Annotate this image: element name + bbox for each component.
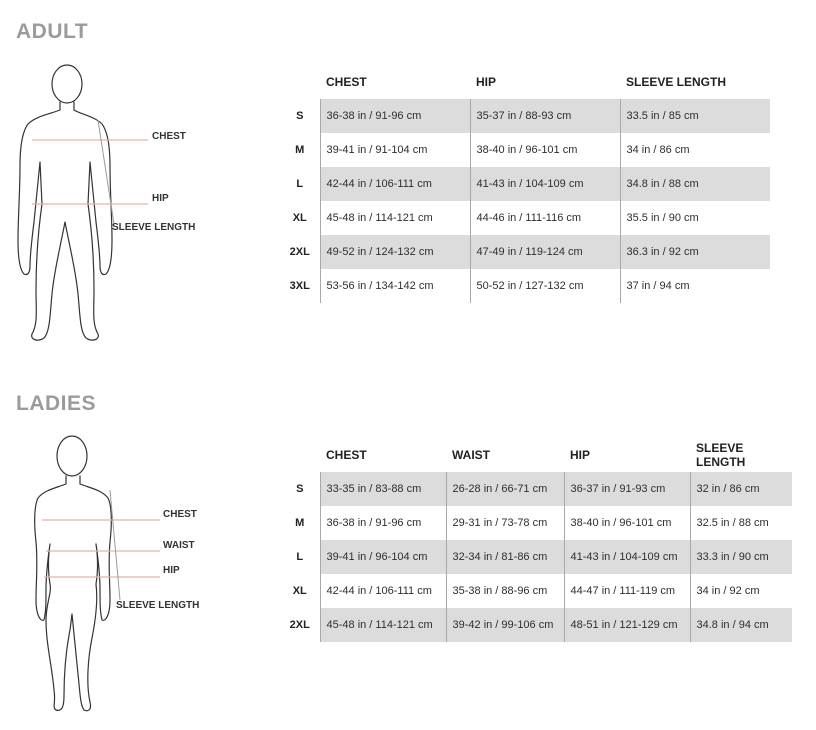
table-row: [280, 574, 792, 608]
hip-cell: 44-46 in / 111-116 cm: [470, 201, 620, 235]
waist-cell: 39-42 in / 99-106 cm: [446, 608, 564, 642]
table-row: [280, 167, 770, 201]
sleeve-cell: 34.8 in / 88 cm: [620, 167, 770, 201]
waist-cell: 26-28 in / 66-71 cm: [446, 472, 564, 506]
adult-sleeve-length-label: SLEEVE LENGTH: [112, 222, 196, 233]
waist-cell: 29-31 in / 73-78 cm: [446, 506, 564, 540]
size-label: 2XL: [289, 619, 310, 631]
chest-cell: 36-38 in / 91-96 cm: [320, 506, 446, 540]
table-row: [280, 608, 792, 642]
column-header-sleeve-length: SLEEVE LENGTH: [696, 441, 746, 469]
table-row: [280, 201, 770, 235]
size-label: L: [296, 178, 304, 190]
hip-cell: 50-52 in / 127-132 cm: [470, 269, 620, 303]
sleeve-cell: 34.8 in / 94 cm: [690, 608, 792, 642]
sleeve-cell: 33.3 in / 90 cm: [690, 540, 792, 574]
chest-cell: 33-35 in / 83-88 cm: [320, 472, 446, 506]
table-row: [280, 269, 770, 303]
hip-cell: 36-37 in / 91-93 cm: [564, 472, 690, 506]
size-label: S: [296, 483, 304, 495]
chest-cell: 45-48 in / 114-121 cm: [320, 201, 470, 235]
adult-section-title: ADULT: [16, 20, 89, 43]
table-header-row: [280, 65, 770, 99]
sleeve-cell: 32.5 in / 88 cm: [690, 506, 792, 540]
table-row: [280, 235, 770, 269]
size-label: 3XL: [289, 280, 310, 292]
sleeve-cell: 36.3 in / 92 cm: [620, 235, 770, 269]
hip-cell: 48-51 in / 121-129 cm: [564, 608, 690, 642]
column-header-waist: WAIST: [452, 448, 490, 462]
ladies-sleeve-length-label: SLEEVE LENGTH: [116, 600, 200, 611]
column-header-hip: HIP: [476, 75, 497, 89]
adult-chest-label: CHEST: [152, 131, 186, 142]
size-label: M: [295, 144, 305, 156]
table-header-row: [280, 438, 792, 472]
hip-cell: 41-43 in / 104-109 cm: [564, 540, 690, 574]
chest-cell: 42-44 in / 106-111 cm: [320, 167, 470, 201]
column-header-sleeve-length: SLEEVE LENGTH: [626, 75, 727, 89]
size-label: XL: [292, 212, 307, 224]
chest-cell: 45-48 in / 114-121 cm: [320, 608, 446, 642]
hip-cell: 38-40 in / 96-101 cm: [564, 506, 690, 540]
size-label: L: [296, 551, 304, 563]
chest-cell: 39-41 in / 91-104 cm: [320, 133, 470, 167]
sleeve-cell: 34 in / 92 cm: [690, 574, 792, 608]
female-silhouette-icon: [26, 434, 166, 716]
hip-cell: 44-47 in / 111-119 cm: [564, 574, 690, 608]
waist-cell: 35-38 in / 88-96 cm: [446, 574, 564, 608]
ladies-waist-label: WAIST: [163, 540, 195, 551]
column-header-chest: CHEST: [326, 75, 367, 89]
column-header-hip: HIP: [570, 448, 591, 462]
adult-body-figure: [10, 62, 150, 348]
size-label: 2XL: [289, 246, 310, 258]
ladies-section-title: LADIES: [16, 392, 97, 415]
size-header: [280, 65, 320, 99]
table-row: [280, 472, 792, 506]
sleeve-cell: 33.5 in / 85 cm: [620, 99, 770, 133]
size-label: XL: [292, 585, 307, 597]
adult-size-table: [280, 65, 770, 303]
size-header: [280, 438, 320, 472]
waist-cell: 32-34 in / 81-86 cm: [446, 540, 564, 574]
column-header-chest: CHEST: [326, 448, 367, 462]
chest-cell: 39-41 in / 96-104 cm: [320, 540, 446, 574]
chest-cell: 36-38 in / 91-96 cm: [320, 99, 470, 133]
sleeve-cell: 35.5 in / 90 cm: [620, 201, 770, 235]
sleeve-cell: 37 in / 94 cm: [620, 269, 770, 303]
ladies-hip-label: HIP: [163, 565, 180, 576]
male-silhouette-icon: [10, 62, 150, 348]
adult-hip-label: HIP: [152, 193, 169, 204]
chest-cell: 49-52 in / 124-132 cm: [320, 235, 470, 269]
sleeve-cell: 34 in / 86 cm: [620, 133, 770, 167]
sleeve-cell: 32 in / 86 cm: [690, 472, 792, 506]
table-row: [280, 540, 792, 574]
table-row: [280, 133, 770, 167]
ladies-chest-label: CHEST: [163, 509, 197, 520]
chest-cell: 53-56 in / 134-142 cm: [320, 269, 470, 303]
table-row: [280, 99, 770, 133]
ladies-size-table: [280, 438, 792, 642]
table-row: [280, 506, 792, 540]
chest-cell: 42-44 in / 106-111 cm: [320, 574, 446, 608]
hip-cell: 41-43 in / 104-109 cm: [470, 167, 620, 201]
size-label: S: [296, 110, 304, 122]
hip-cell: 38-40 in / 96-101 cm: [470, 133, 620, 167]
hip-cell: 47-49 in / 119-124 cm: [470, 235, 620, 269]
size-label: M: [295, 517, 305, 529]
ladies-body-figure: [26, 434, 166, 716]
hip-cell: 35-37 in / 88-93 cm: [470, 99, 620, 133]
